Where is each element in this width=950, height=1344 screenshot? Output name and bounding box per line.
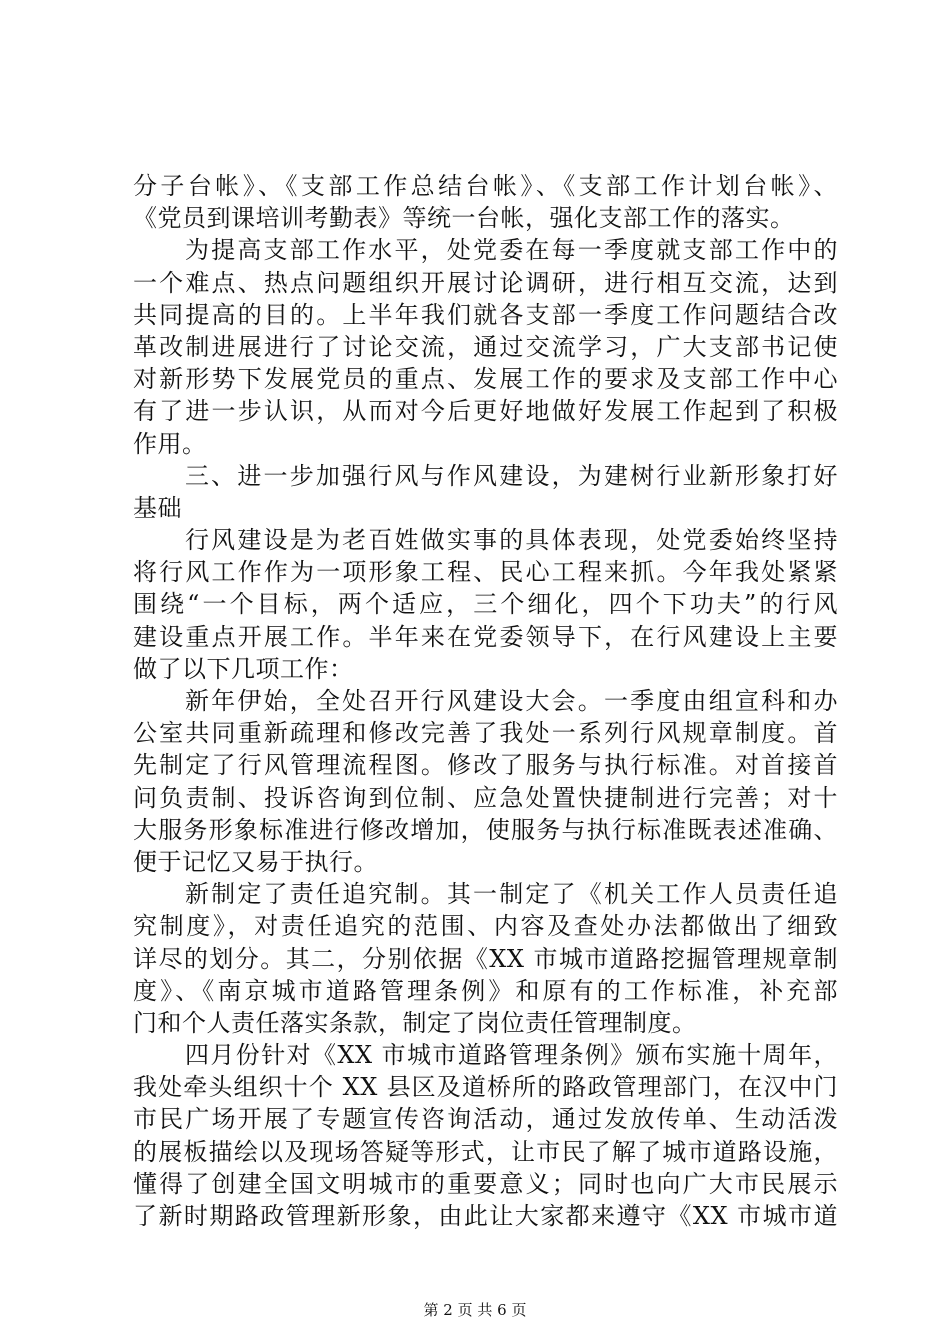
text-line: 新制定了责任追究制。其一制定了《机关工作人员责任追 (185, 880, 838, 909)
text-line: 一个难点、热点问题组织开展讨论调研，进行相互交流，达到 (133, 268, 838, 297)
text-line: 革改制进展进行了讨论交流，通过交流学习，广大支部书记使 (133, 332, 838, 361)
text-line: 新年伊始，全处召开行风建设大会。一季度由组宣科和办 (185, 687, 838, 715)
text-line: 便于记忆又易于执行。 (133, 847, 378, 876)
page-footer: 第 2 页 共 6 页 (423, 1301, 527, 1319)
text-line: 问负责制、投诉咨询到位制、应急处置快捷制进行完善；对十 (133, 783, 838, 812)
text-line: 了新时期路政管理新形象，由此让大家都来遵守《XX 市城市道 (133, 1202, 838, 1230)
text-line: 我处牵头组织十个 XX 县区及道桥所的路政管理部门，在汉中门 (133, 1073, 838, 1102)
text-line: 共同提高的目的。上半年我们就各支部一季度工作问题结合改 (133, 300, 838, 329)
text-line: 大服务形象标准进行修改增加，使服务与执行标准既表述准确、 (133, 815, 838, 844)
text-line: 度》、《南京城市道路管理条例》和原有的工作标准，补充部 (133, 976, 838, 1005)
text-line: 懂得了创建全国文明城市的重要意义；同时也向广大市民展示 (133, 1169, 838, 1198)
text-line: 行风建设是为老百姓做实事的具体表现，处党委始终坚持 (185, 526, 838, 555)
text-line: 有了进一步认识，从而对今后更好地做好发展工作起到了积极 (133, 397, 838, 426)
text-line: 为提高支部工作水平，处党委在每一季度就支部工作中的 (185, 236, 838, 265)
text-line: 分子台帐》、《支部工作总结台帐》、《支部工作计划台帐》、 (133, 172, 838, 200)
text-line: 四月份针对《XX 市城市道路管理条例》颁布实施十周年， (185, 1041, 838, 1070)
document-body (133, 170, 838, 1232)
text-line: 作用。 (133, 429, 207, 458)
text-line: 市民广场开展了专题宣传咨询活动，通过发放传单、生动活泼 (133, 1105, 838, 1134)
text-line: 先制定了行风管理流程图。修改了服务与执行标准。对首接首 (133, 751, 838, 780)
text-line: 做了以下几项工作： (133, 654, 354, 683)
text-line: 究制度》，对责任追究的范围、内容及查处办法都做出了细致 (133, 912, 838, 941)
text-line: 公室共同重新疏理和修改完善了我处一系列行风规章制度。首 (133, 719, 838, 748)
text-line: 将行风工作作为一项形象工程、民心工程来抓。今年我处紧紧 (133, 558, 838, 587)
text-line: 围绕“一个目标，两个适应，三个细化，四个下功夫”的行风 (133, 590, 838, 619)
text-line: 建设重点开展工作。半年来在党委领导下，在行风建设上主要 (133, 622, 838, 651)
text-line: 详尽的划分。其二，分别依据《XX 市城市道路挖掘管理规章制 (133, 944, 838, 973)
text-line: 门和个人责任落实条款，制定了岗位责任管理制度。 (133, 1008, 697, 1037)
text-line: 《党员到课培训考勤表》等统一台帐，强化支部工作的落实。 (133, 204, 795, 233)
text-line: 对新形势下发展党员的重点、发展工作的要求及支部工作中心 (133, 365, 838, 394)
text-line: 的展板描绘以及现场答疑等形式，让市民了解了城市道路设施， (133, 1137, 838, 1166)
text-line: 基础 (133, 493, 182, 522)
text-line: 三、进一步加强行风与作风建设，为建树行业新形象打好 (185, 461, 838, 490)
